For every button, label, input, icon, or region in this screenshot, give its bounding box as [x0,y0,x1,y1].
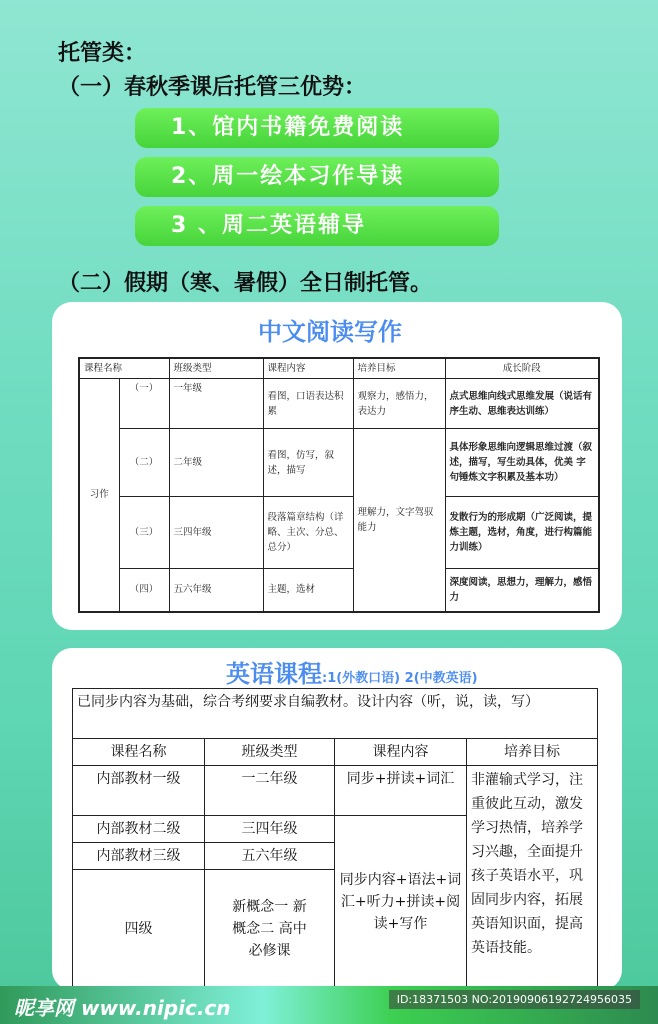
heading: 托管类： [58,41,147,66]
chinese-table [78,357,600,613]
table-header: 课程名称 班级类型 课程内容 培养目标 成长阶段 [79,358,599,379]
table-row: 内部教材二级 三四年级 同步内容+语法+词汇+听力+拼读+阅读+写作 [73,816,598,843]
english-card [52,648,622,990]
english-title: 英语课程:1(外教口语) 2(中教英语) [226,660,478,688]
table-header: 课程名称 班级类型 课程内容 培养目标 [73,739,598,766]
advantage-1: 1、馆内书籍免费阅读 [135,108,499,148]
english-table: 已同步内容为基础，综合考纲要求自编教材。设计内容（听，说，读，写） 课程名称 班级类型 课程内容 培养目标 内部教材一级 一二年级 同步+拼读+词汇 非灌输式学习，注重彼此互动，激发学习热情，培养学习兴趣，全面提升孩子英语水平，巩固同步内容，拓展英语知识面，提高英语技能。 内部教材二级 三四年级 同步内容+语法+词汇+听力+拼读+阅读+写作 内部教材三级 五六年级 四级 新概念一 新概念二 高中必修课 [72,688,598,988]
table-row: 内部教材一级 一二年级 同步+拼读+词汇 非灌输式学习，注重彼此互动，激发学习热情，培养学习兴趣，全面提升孩子英语水平，巩固同步内容，拓展英语知识面，提高英语技能。 [73,766,598,816]
watermark-bar [0,986,658,1024]
table-row: 习作 （一） 一年级 看图，口语表达积累 观察力，感悟力，表达力 点式思维向线式思维发展（说话有序生动、思维表达训练） [79,379,599,429]
table-row: 四级 新概念一 新概念二 高中必修课 [73,870,598,988]
table-row: （四） 五六年级 主题，选材 深度阅读，思想力，理解力，感悟力 [79,569,599,612]
chinese-card [52,302,622,630]
advantage-3: 3 、周二英语辅导 [135,206,499,246]
chinese-title: 中文阅读写作 [258,318,402,346]
advantage-2: 2、周一绘本习作导读 [135,157,499,197]
section1-title: （一）春秋季课后托管三优势： [58,75,367,100]
watermark-id: ID:18371503 NO:20190906192724956035 [389,990,640,1009]
watermark-logo: 昵享网 www.nipic.cn [14,996,231,1020]
section2-title: （二）假期（寒、暑假）全日制托管。 [58,271,433,296]
table-row: （二） 二年级 看图，仿写，叙述，描写 理解力，文字驾驭能力 具体形象思维向逻辑思维过渡（叙述，描写，写生动具体，优美 字句锤炼文字积累及基本功） [79,429,599,497]
table-row: （三） 三四年级 段落篇章结构（详略、主次、分总、总分） 发散行为的形成期（广泛阅读，提炼主题，选材，角度，进行构篇能力训练） [79,497,599,569]
table-row: 内部教材三级 五六年级 [73,843,598,870]
